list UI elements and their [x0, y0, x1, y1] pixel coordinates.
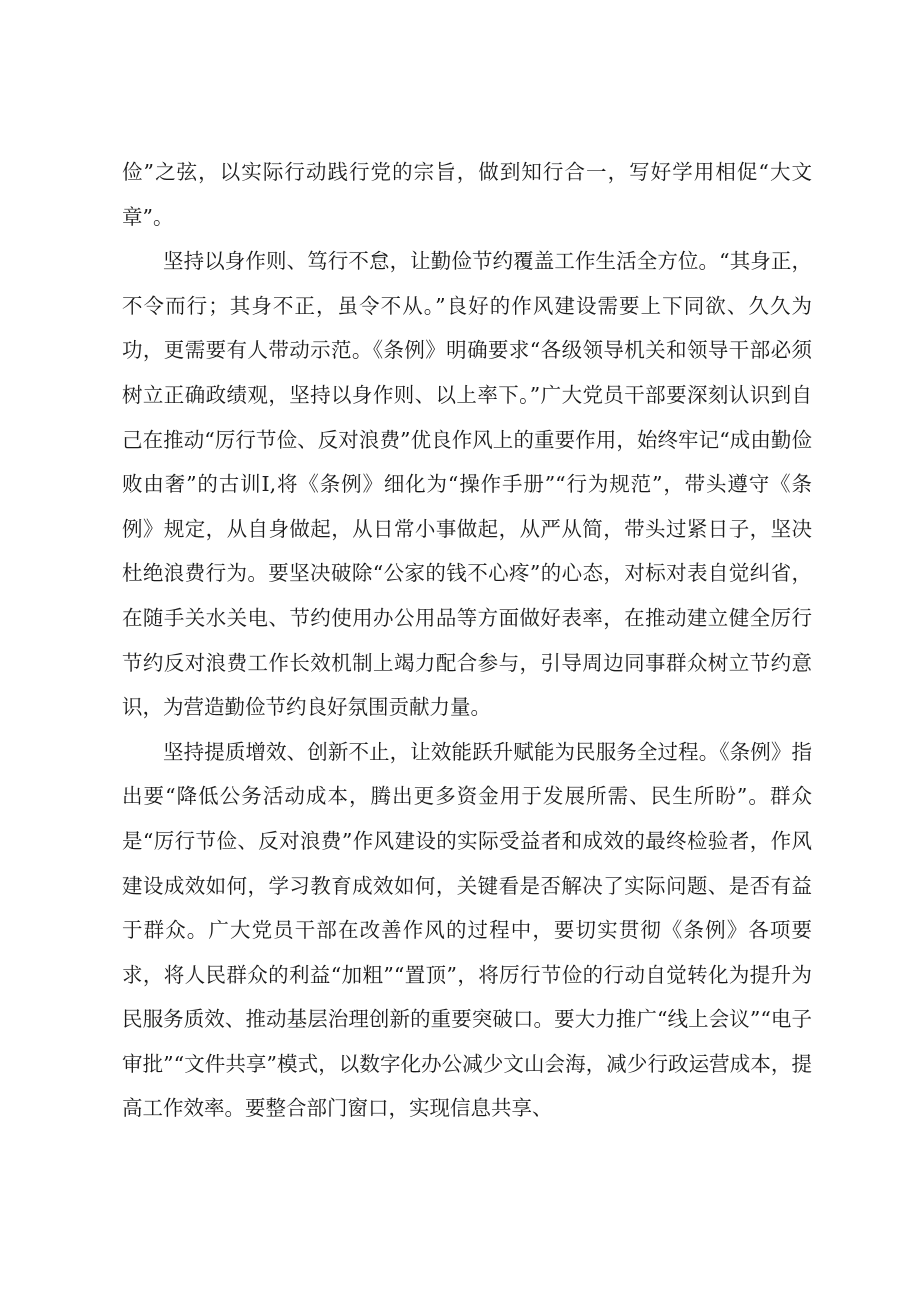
- paragraph-efficiency: 坚持提质增效、创新不止，让效能跃升赋能为民服务全过程。《条例》指出要“降低公务活动成本，腾出更多资金用于发展所需、民生所盼”。群众是“厉行节俭、反对浪费”作风建设的实际受益者和成效的最终检验者，作风建设成效如何，学习教育成效如何，关键看是否解决了实际问题、是否有益于群众。广大党员干部在改善作风的过程中，要切实贯彻《条例》各项要求，将人民群众的利益“加粗”“置顶”，将厉行节俭的行动自觉转化为提升为民服务质效、推动基层治理创新的重要突破口。要大力推广“线上会议”“电子审批”“文件共享”模式，以数字化办公减少文山会海，减少行政运营成本，提高工作效率。要整合部门窗口，实现信息共享、: [122, 739, 812, 1121]
- paragraph-lead-by-example: 坚持以身作则、笃行不怠，让勤俭节约覆盖工作生活全方位。“其身正，不令而行；其身不正，虽令不从。”良好的作风建设需要上下同欲、久久为功，更需要有人带动示范。《条例》明确要求“各级领导机关和领导干部必须树立正确政绩观，坚持以身作则、以上率下。”广大党员干部要深刻认识到自己在推动“厉行节俭、反对浪费”优良作风上的重要作用，始终牢记“成由勤俭败由奢”的古训I,将《条例》细化为“操作手册”“行为规范”，带头遵守《条例》规定，从自身做起，从日常小事做起，从严从简，带头过紧日子，坚决杜绝浪费行为。要坚决破除“公家的钱不心疼”的心态，对标对表自觉纠省，在随手关水关电、节约使用办公用品等方面做好表率，在推动建立健全厉行节约反对浪费工作长效机制上竭力配合参与，引导周边同事群众树立节约意识，为营造勤俭节约良好氛围贡献力量。: [122, 249, 812, 720]
- paragraph-continuation: 俭”之弦，以实际行动践行党的宗旨，做到知行合一，写好学用相促“大文章”。: [122, 160, 812, 229]
- body-text: [122, 150, 812, 1131]
